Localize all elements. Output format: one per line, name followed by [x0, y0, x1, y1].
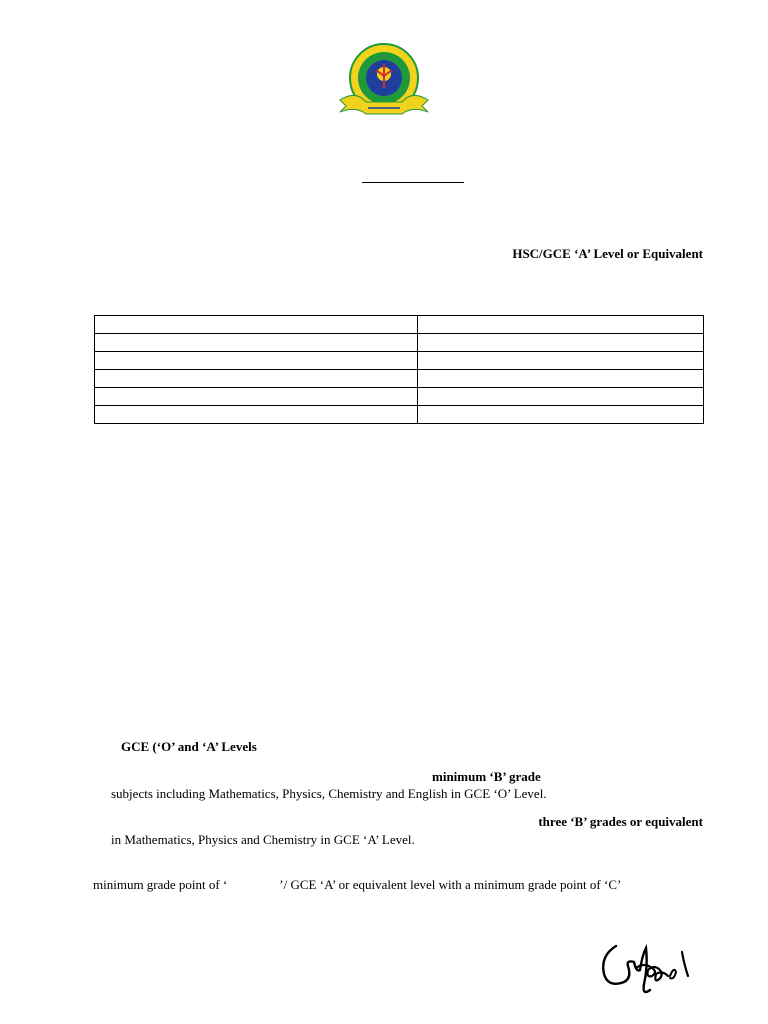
table-cell	[418, 388, 704, 406]
o-level-text: subjects including Mathematics, Physics, Chemistry and English in GCE ‘O’ Level.	[111, 786, 547, 801]
table-cell	[418, 334, 704, 352]
gce-heading: GCE (‘O’ and ‘A’ Levels	[121, 739, 257, 754]
table-cell	[95, 388, 418, 406]
table-cell	[95, 352, 418, 370]
a-level-emphasis: three ‘B’ grades or equivalent	[538, 814, 703, 829]
requirements-table	[94, 315, 704, 424]
table-cell	[418, 370, 704, 388]
table-row	[95, 370, 704, 388]
table-cell	[95, 316, 418, 334]
o-level-emphasis: minimum ‘B’ grade	[432, 769, 541, 784]
table-cell	[418, 352, 704, 370]
table-row	[95, 406, 704, 424]
table-row	[95, 334, 704, 352]
table-cell	[418, 316, 704, 334]
table-row	[95, 316, 704, 334]
table-cell	[95, 334, 418, 352]
table-row	[95, 388, 704, 406]
university-logo	[336, 40, 432, 130]
table-row	[95, 352, 704, 370]
table-cell	[418, 406, 704, 424]
table-cell	[95, 370, 418, 388]
grade-line: minimum grade point of ‘ ’/ GCE ‘A’ or equivalent level with a minimum grade point of ‘C’	[93, 877, 622, 892]
a-level-text: in Mathematics, Physics and Chemistry in GCE ‘A’ Level.	[111, 832, 415, 847]
title-underline	[362, 182, 464, 183]
requirements-heading: HSC/GCE ‘A’ Level or Equivalent	[512, 246, 703, 261]
table-cell	[95, 406, 418, 424]
handwritten-signature	[596, 926, 698, 1004]
